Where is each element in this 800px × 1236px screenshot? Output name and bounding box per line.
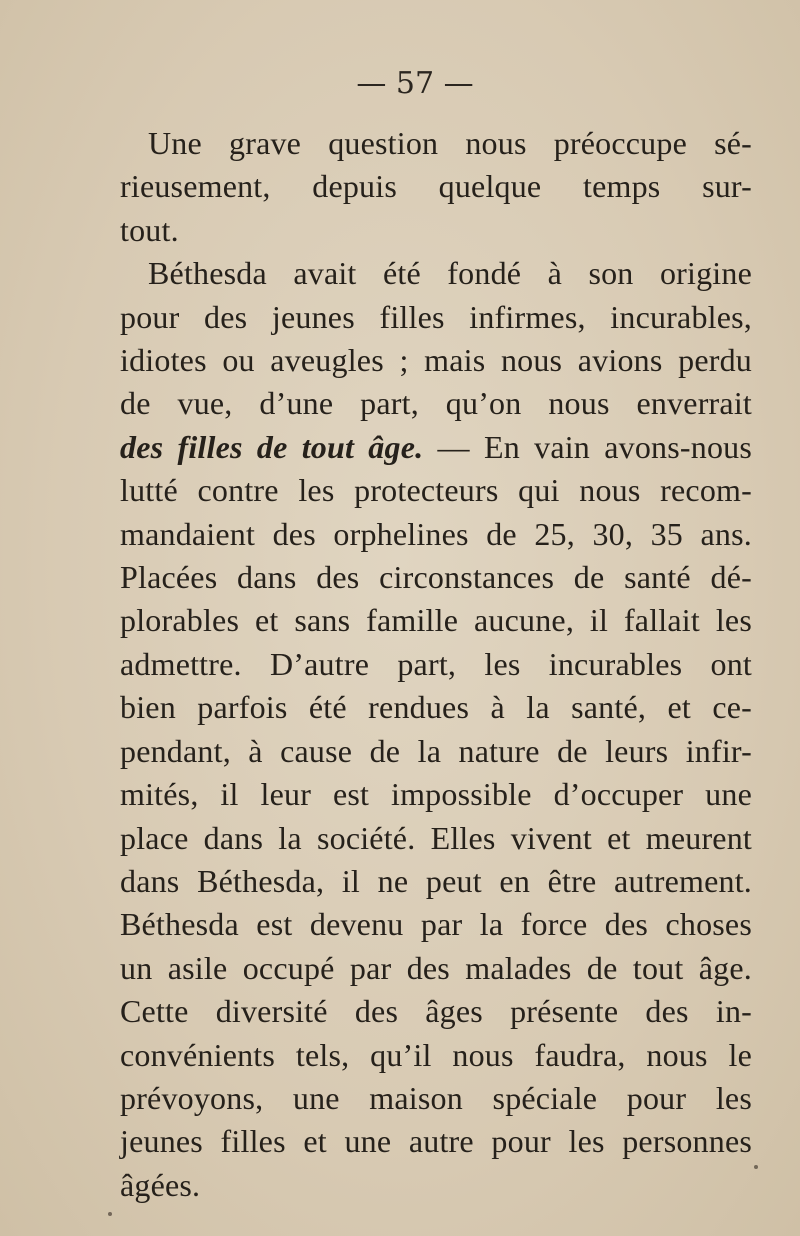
text-line: un asile occupé par des malades de tout âge. bbox=[120, 949, 752, 986]
text-line: dans Béthesda, il ne peut en être autrement. bbox=[120, 862, 752, 899]
text-line: convénients tels, qu’il nous faudra, nous le bbox=[120, 1036, 752, 1073]
text-line: Cette diversité des âges présente des in- bbox=[120, 993, 752, 1030]
text-line: lutté contre les protecteurs qui nous recom- bbox=[120, 472, 752, 509]
paragraph-1 bbox=[92, 122, 752, 252]
text-line: plorables et sans famille aucune, il fallait les bbox=[120, 602, 752, 639]
text-line: admettre. D’autre part, les incurables ont bbox=[120, 645, 752, 682]
text-line: pour des jeunes filles infirmes, incurables, bbox=[120, 298, 752, 335]
text-line: Une grave question nous préoccupe sé- bbox=[148, 125, 752, 161]
text-fragment: — En vain avons-nous bbox=[423, 428, 752, 465]
text-line: âgées. bbox=[120, 1166, 201, 1203]
text-line: Béthesda est devenu par la force des choses bbox=[120, 906, 752, 943]
italic-phrase: des filles de tout âge. bbox=[120, 428, 424, 465]
text-line: rieusement, depuis quelque temps sur- bbox=[120, 168, 752, 205]
body-text bbox=[92, 122, 752, 1207]
text-line: place dans la société. Elles vivent et meurent bbox=[120, 819, 752, 856]
text-line: mandaient des orphelines de 25, 30, 35 ans. bbox=[120, 515, 752, 552]
text-line: tout. bbox=[120, 211, 179, 248]
text-line: Placées dans des circonstances de santé dé- bbox=[120, 559, 752, 596]
text-line: de vue, d’une part, qu’on nous enverrait bbox=[120, 385, 752, 422]
text-line: idiotes ou aveugles ; mais nous avions perdu bbox=[120, 342, 752, 379]
text-line: Béthesda avait été fondé à son origine bbox=[148, 255, 752, 292]
paper-speck bbox=[108, 1212, 112, 1216]
page-number: — 57 — bbox=[356, 66, 474, 101]
text-line: bien parfois été rendues à la santé, et ce- bbox=[120, 689, 752, 726]
text-line: jeunes filles et une autre pour les personnes bbox=[120, 1123, 752, 1160]
text-line: pendant, à cause de la nature de leurs infir- bbox=[120, 732, 752, 769]
paper-speck bbox=[754, 1165, 758, 1169]
text-line: mités, il leur est impossible d’occuper une bbox=[120, 776, 752, 813]
text-line: prévoyons, une maison spéciale pour les bbox=[120, 1079, 752, 1116]
text-line-italic bbox=[92, 426, 752, 469]
paragraph-2 bbox=[92, 252, 752, 1207]
